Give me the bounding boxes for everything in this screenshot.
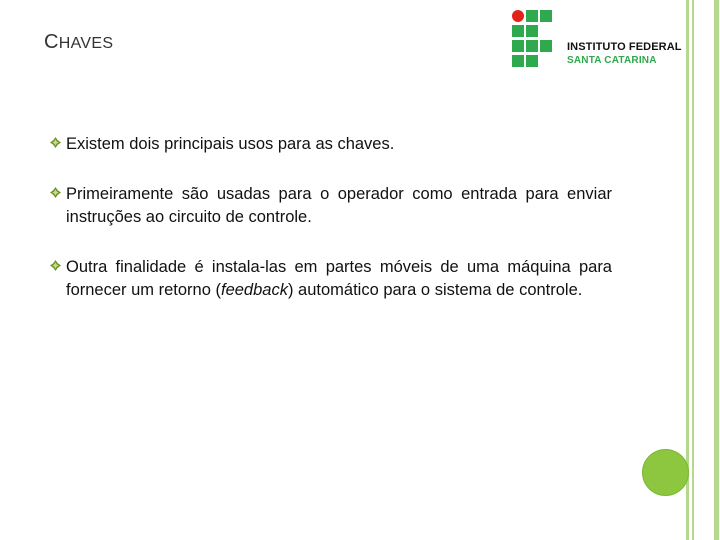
decorative-edge-line bbox=[692, 0, 694, 540]
diamond-bullet-icon bbox=[50, 187, 61, 198]
bullet-list bbox=[50, 133, 612, 329]
logo-text-line2: SANTA CATARINA bbox=[567, 55, 657, 66]
bullet-text: Primeiramente são usadas para o operador como entrada para enviar instruções ao circuito de controle. bbox=[66, 185, 612, 226]
decorative-green-circle bbox=[642, 449, 689, 496]
bullet-item bbox=[50, 256, 612, 302]
bullet-text-part: Outra finalidade é instala-las em partes móveis de uma máquina para fornecer um retorno ( bbox=[66, 258, 612, 299]
logo-text-line1: INSTITUTO FEDERAL bbox=[567, 41, 682, 53]
bullet-item bbox=[50, 183, 612, 229]
decorative-edge-line bbox=[686, 0, 689, 540]
slide-title-rest: HAVES bbox=[58, 35, 114, 52]
bullet-text-italic: feedback bbox=[220, 281, 288, 299]
institution-logo bbox=[512, 10, 692, 70]
diamond-bullet-icon bbox=[50, 137, 61, 148]
bullet-text-part: ) automático para o sistema de controle. bbox=[287, 281, 583, 299]
slide-title-initial: C bbox=[44, 31, 59, 53]
diamond-bullet-icon bbox=[50, 260, 61, 271]
bullet-text: Existem dois principais usos para as chaves. bbox=[66, 135, 395, 153]
logo-icon bbox=[512, 10, 556, 68]
slide-title bbox=[44, 31, 113, 54]
bullet-item bbox=[50, 133, 612, 156]
bullet-text bbox=[66, 256, 612, 302]
decorative-edge-line bbox=[714, 0, 719, 540]
